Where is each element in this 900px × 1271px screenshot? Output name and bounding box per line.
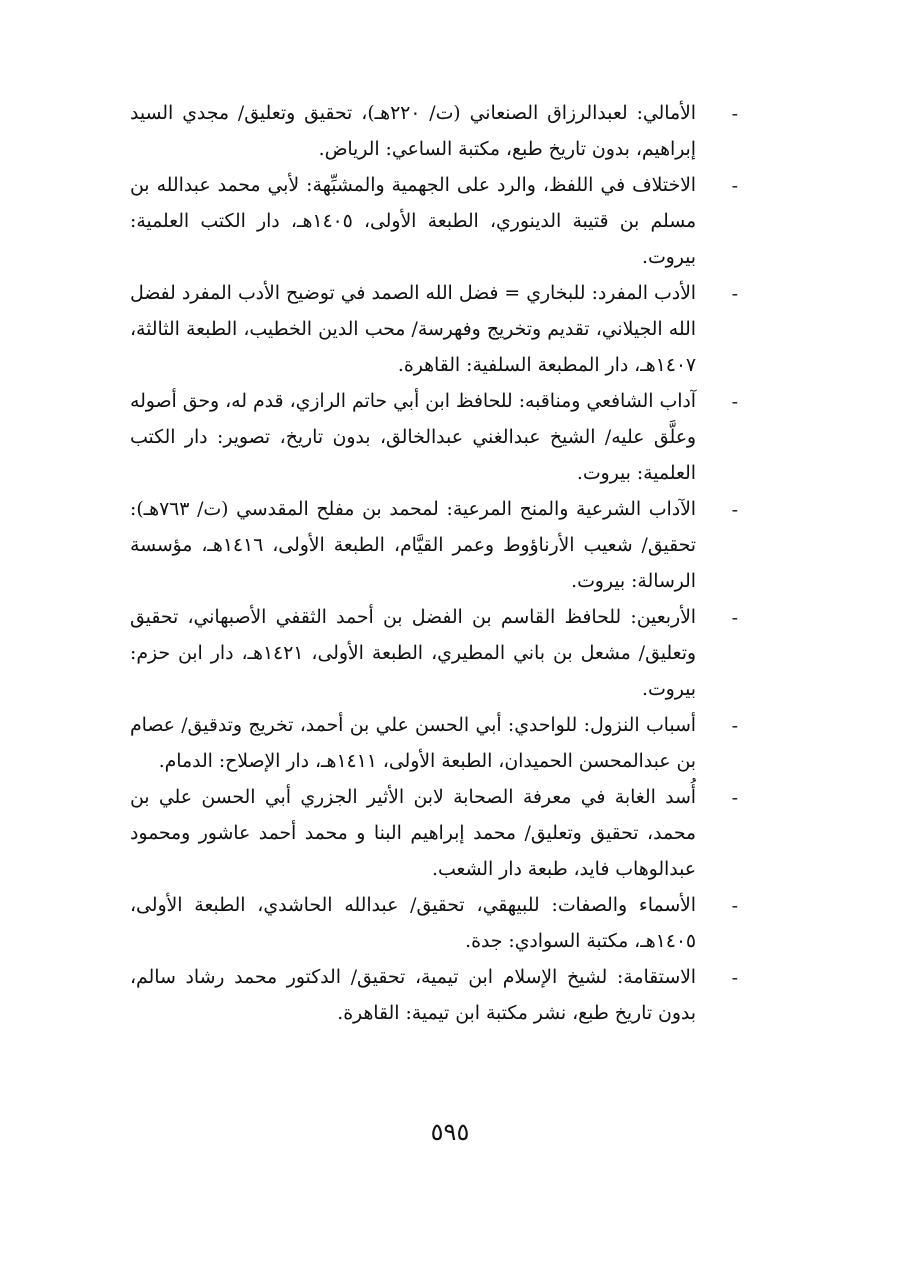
- reference-item: [130, 780, 742, 888]
- reference-text: أسباب النزول: للواحدي: أبي الحسن علي بن أحمد، تخريج وتدقيق/ عصام بن عبدالمحسن الحميدان، الطبعة الأولى، ١٤١١هـ، دار الإصلاح: الدمام.: [130, 715, 696, 772]
- reference-text: الأسماء والصفات: للبيهقي، تحقيق/ عبدالله الحاشدي، الطبعة الأولى، ١٤٠٥هـ، مكتبة السوادي: جدة.: [130, 895, 696, 952]
- reference-item: [130, 960, 742, 1032]
- reference-item: [130, 384, 742, 492]
- reference-text: الأربعين: للحافظ القاسم بن الفضل بن أحمد الثقفي الأصبهاني، تحقيق وتعليق/ مشعل بن باني المطيري، الطبعة الأولى، ١٤٢١هـ، دار ابن حزم: بيروت.: [130, 607, 696, 700]
- references-list: [130, 96, 742, 1032]
- reference-item: [130, 492, 742, 600]
- list-dash: -: [731, 283, 738, 305]
- reference-item: [130, 96, 742, 168]
- reference-text: الآداب الشرعية والمنح المرعية: لمحمد بن مفلح المقدسي (ت/ ٧٦٣هـ): تحقيق/ شعيب الأرناؤوط وعمر القيَّام، الطبعة الأولى، ١٤١٦هـ، مؤسسة الرسالة: بيروت.: [130, 499, 696, 592]
- list-dash: -: [731, 895, 738, 917]
- list-dash: -: [731, 391, 738, 413]
- reference-text: الأدب المفرد: للبخاري = فضل الله الصمد في توضيح الأدب المفرد لفضل الله الجيلاني، تقديم وتخريج وفهرسة/ محب الدين الخطيب، الطبعة الثالثة، ١٤٠٧هـ، دار المطبعة السلفية: القاهرة.: [130, 283, 696, 376]
- list-dash: -: [731, 499, 738, 521]
- list-dash: -: [731, 103, 738, 125]
- reference-item: [130, 888, 742, 960]
- reference-text: أُسد الغابة في معرفة الصحابة لابن الأثير الجزري أبي الحسن علي بن محمد، تحقيق وتعليق/ محمد إبراهيم البنا و محمد أحمد عاشور ومحمود عبدالوهاب فايد، طبعة دار الشعب.: [130, 787, 696, 880]
- reference-text: الاختلاف في اللفظ، والرد على الجهمية والمشبِّهة: لأبي محمد عبدالله بن مسلم بن قتيبة الدينوري، الطبعة الأولى، ١٤٠٥هـ، دار الكتب العلمية: بيروت.: [130, 175, 697, 268]
- reference-item: [130, 168, 742, 276]
- page-number: ٥٩٥: [430, 1118, 470, 1146]
- list-dash: -: [731, 175, 738, 197]
- list-dash: -: [731, 787, 738, 809]
- reference-item: [130, 708, 742, 780]
- reference-item: [130, 276, 742, 384]
- list-dash: -: [731, 607, 738, 629]
- reference-text: الاستقامة: لشيخ الإسلام ابن تيمية، تحقيق/ الدكتور محمد رشاد سالم، بدون تاريخ طبع، نشر مكتبة ابن تيمية: القاهرة.: [130, 967, 696, 1024]
- reference-item: [130, 600, 742, 708]
- reference-text: الأمالي: لعبدالرزاق الصنعاني (ت/ ٢٢٠هـ)، تحقيق وتعليق/ مجدي السيد إبراهيم، بدون تاريخ طبع، مكتبة الساعي: الرياض.: [130, 103, 696, 160]
- list-dash: -: [731, 967, 738, 989]
- reference-text: آداب الشافعي ومناقبه: للحافظ ابن أبي حاتم الرازي، قدم له، وحق أصوله وعلَّق عليه/ الشيخ عبدالغني عبدالخالق، بدون تاريخ، تصوير: دار الكتب العلمية: بيروت.: [130, 391, 696, 484]
- list-dash: -: [731, 715, 738, 737]
